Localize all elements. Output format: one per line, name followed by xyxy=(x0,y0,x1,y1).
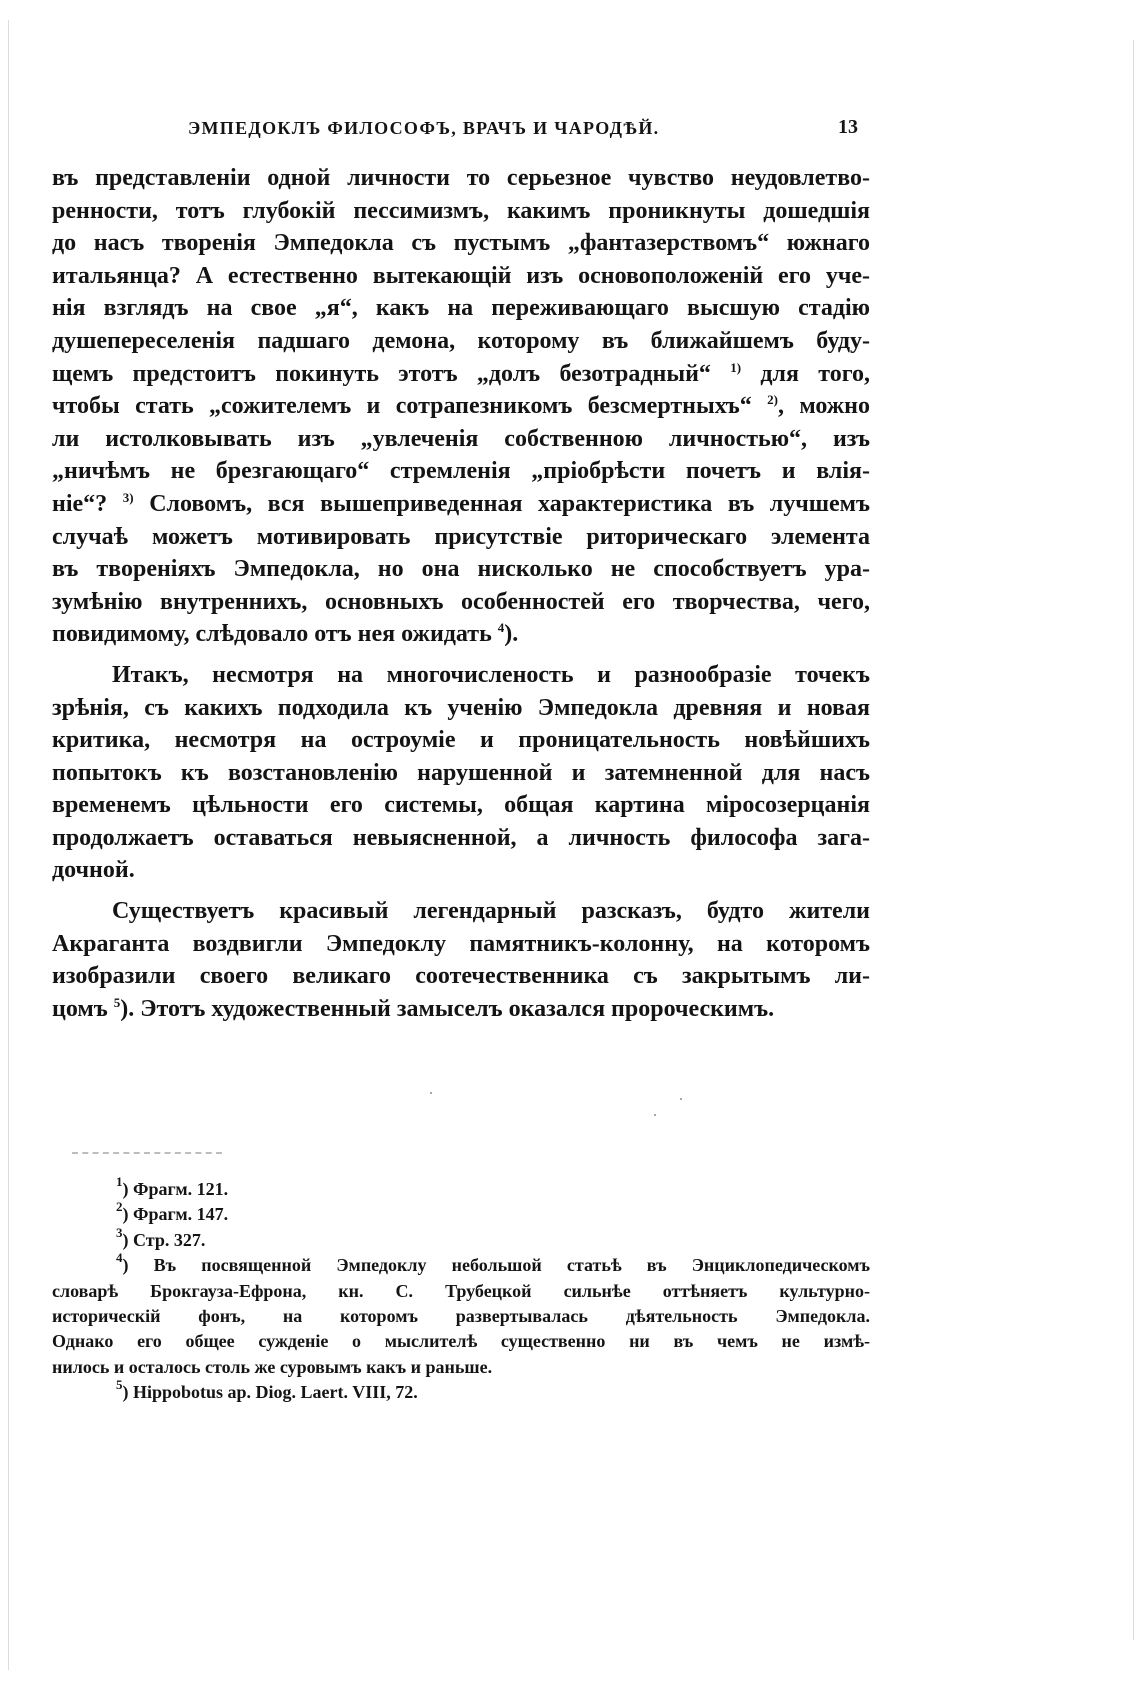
text-fragment: Словомъ, вся вышеприведенная характеристика въ лучшемъ xyxy=(149,490,871,517)
scan-edge-right xyxy=(1133,40,1134,1640)
footnote-ref-2 xyxy=(767,392,778,407)
text-line: итальянца? А естественно вытекающій изъ основоположеній его уче- xyxy=(52,262,870,289)
text-line xyxy=(52,488,870,521)
scan-speck xyxy=(680,1098,682,1100)
footnote-number: 4 xyxy=(116,1250,123,1266)
text-line: дочной. xyxy=(52,857,135,884)
footnote-text: Фрагм. 147. xyxy=(133,1204,229,1225)
text-fragment: , можно xyxy=(777,393,870,420)
footnote-number: 5 xyxy=(116,1377,123,1393)
footnote-separator xyxy=(72,1152,222,1154)
footnote-mark-paren: ) xyxy=(736,359,742,375)
text-fragment: ). xyxy=(504,621,519,648)
text-fragment: щемъ предстоитъ покинуть этотъ „долъ безотрадный“ xyxy=(52,360,711,387)
text-fragment: повидимому, слѣдовало отъ нея ожидать xyxy=(52,621,492,648)
footnote-mark: 2 xyxy=(767,392,774,408)
text-line: случаѣ можетъ мотивировать присутствіе риторическаго элемента xyxy=(52,523,870,550)
body-text xyxy=(52,162,870,1025)
text-line: продолжаетъ оставаться невыясненной, а личность философа зага- xyxy=(52,824,870,851)
paragraph-gap xyxy=(52,887,870,895)
scan-speck xyxy=(430,1092,432,1094)
footnote-3 xyxy=(52,1224,870,1253)
scan-speck xyxy=(654,1114,656,1116)
text-line: въ представленіи одной личности то серьезное чувство неудовлетво- xyxy=(52,165,870,191)
footnote-4-line: Однако его общее сужденіе о мыслителѣ существенно ни въ чемъ не измѣ- xyxy=(52,1331,870,1352)
text-fragment: ). Этотъ художественный замыселъ оказался пророческимъ. xyxy=(120,995,775,1022)
text-line xyxy=(52,618,870,651)
text-line: зумѣнію внутреннихъ, основныхъ особенностей его творчества, чего, xyxy=(52,588,870,615)
footnote-4-line: нилось и осталось столь же суровымъ какъ и раньше. xyxy=(52,1356,493,1377)
text-fragment: цомъ xyxy=(52,995,108,1022)
text-line: изобразили своего великаго соотечественника съ закрытымъ ли- xyxy=(52,963,870,990)
footnote-5 xyxy=(52,1377,870,1405)
text-line: Существуетъ красивый легендарный разсказъ, будто жители xyxy=(112,898,870,925)
text-fragment: чтобы стать „сожителемъ и сотрапезникомъ безсмертныхъ“ xyxy=(52,393,752,420)
text-line: нія взглядъ на свое „я“, какъ на переживающаго высшую стадію xyxy=(52,295,870,322)
footnote-paren: ) xyxy=(122,1255,129,1276)
footnote-number: 2 xyxy=(116,1199,123,1215)
scan-edge-left xyxy=(8,20,9,1670)
text-line: зрѣнія, съ какихъ подходила къ ученію Эмпедокла древняя и новая xyxy=(52,694,870,721)
footnote-mark: 1 xyxy=(730,359,737,375)
page-number: 13 xyxy=(838,116,858,138)
text-line xyxy=(52,358,870,391)
text-fragment: ніе“? xyxy=(52,490,108,517)
text-line: до насъ творенія Эмпедокла съ пустымъ „фантазерствомъ“ южнаго xyxy=(52,230,870,257)
text-line: душепереселенія падшаго демона, которому въ ближайшемъ буду- xyxy=(52,327,870,354)
footnote-ref-3 xyxy=(123,490,134,505)
text-line xyxy=(52,993,870,1026)
text-line: попытокъ къ возстановленію нарушенной и затемненной для насъ xyxy=(52,759,870,786)
footnote-paren: ) xyxy=(122,1229,129,1250)
footnote-text: Въ посвященной Эмпедоклу небольшой статьѣ въ Энциклопедическомъ xyxy=(153,1255,870,1276)
text-line: въ твореніяхъ Эмпедокла, но она нисколько не способствуетъ ура- xyxy=(52,556,870,583)
footnote-text: Hippobotus ap. Diog. Laert. VIII, 72. xyxy=(133,1382,418,1403)
footnote-mark-paren: ) xyxy=(773,392,778,408)
text-line xyxy=(52,390,870,423)
footnote-mark: 3 xyxy=(122,489,130,505)
footnote-text: Фрагм. 121. xyxy=(133,1179,229,1199)
text-line: Итакъ, несмотря на многочисленость и разнообразіе точекъ xyxy=(112,661,870,688)
text-line: Акраганта воздвигли Эмпедоклу памятникъ-колонну, на которомъ xyxy=(52,930,870,957)
footnote-number: 1 xyxy=(116,1174,123,1189)
text-fragment: для того, xyxy=(760,360,871,387)
footnote-1 xyxy=(52,1174,870,1202)
paragraph-gap xyxy=(52,651,870,659)
footnote-4-line: словарѣ Брокгауза-Ефрона, кн. С. Трубецкой сильнѣе оттѣняетъ культурно- xyxy=(52,1280,870,1301)
footnote-mark-paren: ) xyxy=(129,489,134,505)
running-head: ЭМПЕДОКЛЪ ФИЛОСОФЪ, ВРАЧЪ И ЧАРОДѢЙ. xyxy=(188,118,660,138)
text-line: „ничѣмъ не брезгающаго“ стремленія „пріобрѣсти почетъ и влія- xyxy=(52,458,870,485)
footnote-paren: ) xyxy=(122,1204,129,1225)
footnote-mark: 5 xyxy=(113,994,121,1010)
footnote-4 xyxy=(52,1250,870,1278)
footnote-ref-1 xyxy=(730,360,741,375)
text-line: временемъ цѣльности его системы, общая картина міросозерцанія xyxy=(52,792,870,819)
footnote-4-line: историческій фонъ, на которомъ развертывалась дѣятельность Эмпедокла. xyxy=(52,1305,870,1326)
footnote-number: 3 xyxy=(116,1224,123,1240)
footnote-2 xyxy=(52,1199,870,1227)
text-line: ли истолковывать изъ „увлеченія собственною личностью“, изъ xyxy=(52,425,870,452)
footnote-mark: 4 xyxy=(497,620,505,636)
footnote-paren: ) xyxy=(122,1179,129,1199)
footnotes xyxy=(52,1174,870,1406)
text-line: ренности, тотъ глубокій пессимизмъ, какимъ проникнуты дошедшія xyxy=(52,197,870,224)
text-line: критика, несмотря на остроуміе и проницательность новѣйшихъ xyxy=(52,727,870,754)
footnote-text: Стр. 327. xyxy=(133,1229,206,1250)
footnote-paren: ) xyxy=(122,1382,129,1403)
